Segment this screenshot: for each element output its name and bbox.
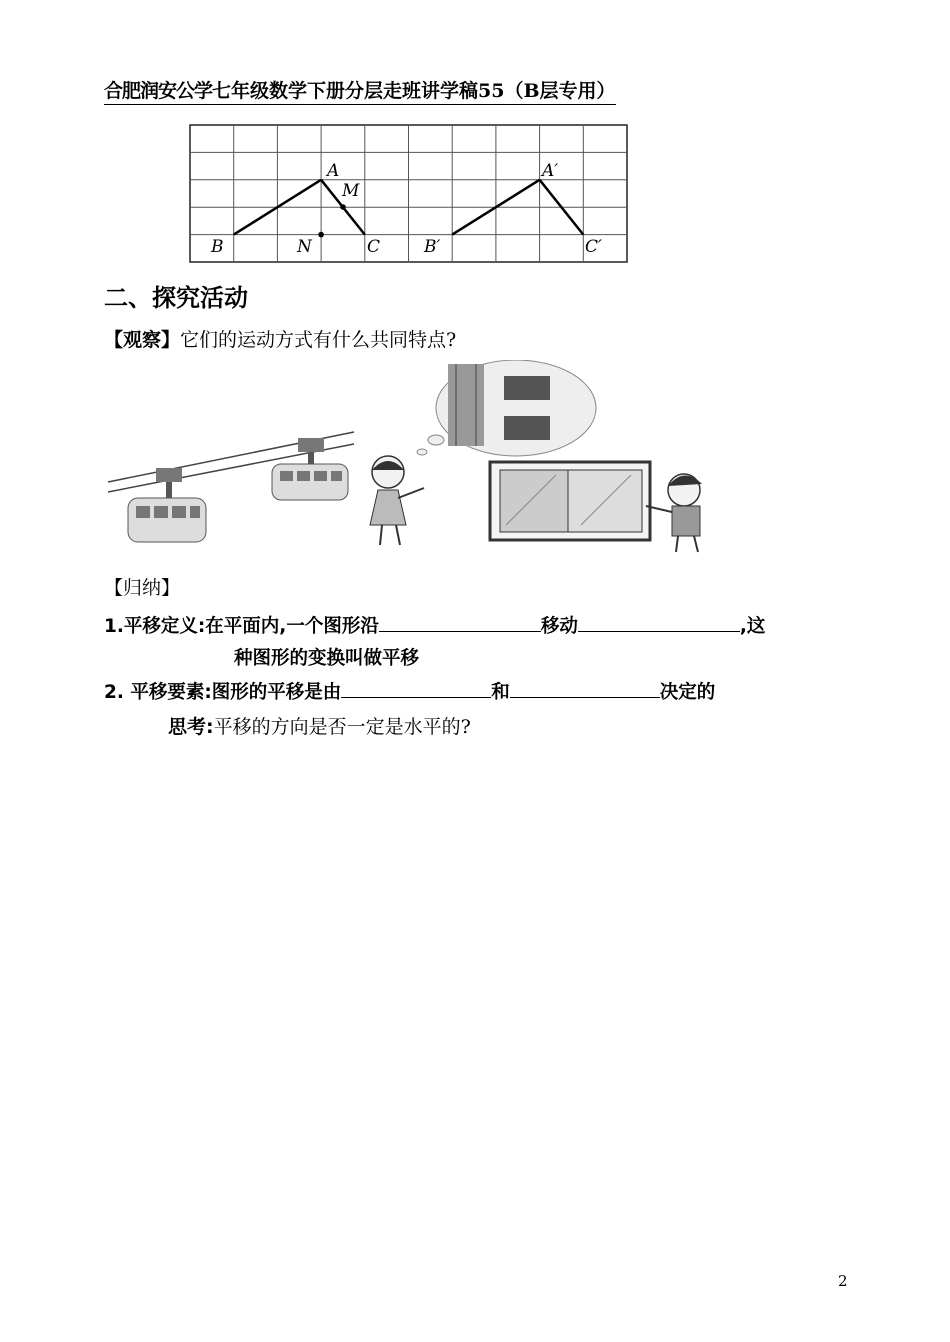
label-c-prime: C′ [585,237,602,257]
page-number: 2 [838,1272,848,1290]
boy-icon [646,474,702,552]
summary-tag: 【归纳】 [104,577,181,599]
section-heading: 二、探究活动 [104,284,248,312]
translation-examples-illustration [106,360,726,560]
elements-mid: 和 [491,682,510,703]
elements-suffix: 决定的 [659,682,716,703]
label-b: B [211,237,224,257]
girl-icon [370,456,424,545]
school-name: 合肥润安公学 [104,80,213,102]
definition-prefix: 1.平移定义:在平面内,一个图形沿 [104,616,379,637]
point-n [318,232,324,238]
think-question: 平移的方向是否一定是水平的? [213,716,471,738]
label-m: M [342,181,360,201]
think-line [168,712,471,739]
observe-line [104,325,456,352]
header-title: 七年级数学下册分层走班讲学稿 [212,80,479,102]
header-number: 55 [478,80,505,102]
cable-car-icon [128,468,206,542]
label-a: A [327,161,340,181]
page-header [104,76,616,105]
blank-direction[interactable] [379,613,541,632]
elevator-thought-bubble-icon [417,360,596,456]
blank-element-two[interactable] [510,679,660,698]
label-a-prime: A′ [542,161,559,181]
elements-line [104,678,715,704]
definition-suffix: ,这 [739,616,766,637]
label-b-prime: B′ [424,237,441,257]
definition-line [104,612,765,638]
sliding-window-icon [490,462,650,540]
blank-distance[interactable] [578,613,740,632]
translation-grid-figure [189,124,629,264]
point-m [340,204,346,210]
definition-mid: 移动 [540,616,578,637]
definition-continuation: 种图形的变换叫做平移 [234,648,420,669]
observe-question: 它们的运动方式有什么共同特点? [180,329,457,351]
blank-element-one[interactable] [341,679,491,698]
observe-tag: 【观察】 [104,329,181,351]
grid-lines [190,125,627,262]
think-label: 思考: [168,716,214,738]
elements-prefix: 2. 平移要素:图形的平移是由 [104,682,342,703]
label-c: C [367,237,381,257]
header-level: （B层专用） [504,80,616,102]
label-n: N [297,237,312,257]
